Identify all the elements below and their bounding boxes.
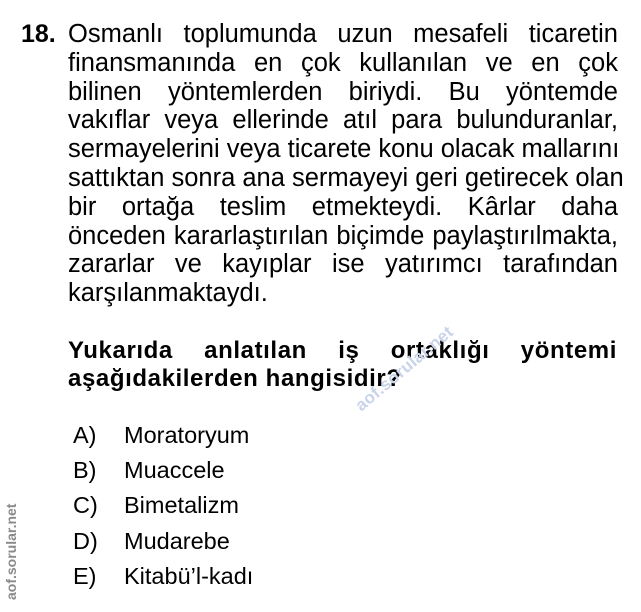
stem-line: bir ortağa teslim etmekteydi. Kârlar daha [68, 192, 618, 221]
option-text: Moratoryum [124, 422, 250, 448]
stem-line: karşılanmaktaydı. [68, 279, 268, 308]
option-text: Muaccele [124, 457, 225, 484]
prompt-line: aşağıdakilerden hangisidir? [68, 365, 402, 392]
question-stem [68, 20, 624, 308]
option-letter: B) [73, 457, 97, 484]
option-text: Mudarebe [124, 527, 230, 554]
stem-line: vakıflar veya ellerinde atıl para bulunduranlar, [68, 106, 618, 135]
stem-line: sermayelerini veya ticarete konu olacak mallarını [68, 135, 620, 164]
option-text: Kitabü’l-kadı [124, 562, 254, 589]
option-b[interactable] [73, 453, 253, 488]
question-prompt [68, 337, 617, 393]
stem-line: zararlar ve kayıplar ise yatırımcı tarafından [68, 250, 618, 279]
option-text: Bimetalizm [124, 492, 239, 519]
option-letter: A) [73, 422, 97, 448]
stem-line: önceden kararlaştırılan biçimde paylaştırılmakta, [68, 221, 618, 250]
option-d[interactable] [73, 524, 253, 559]
prompt-line: Yukarıda anlatılan iş ortaklığı yöntemi [68, 337, 617, 364]
option-letter: C) [73, 492, 98, 519]
option-letter: D) [73, 527, 98, 554]
stem-line: sattıktan sonra ana sermayeyi geri getirecek olan [68, 163, 624, 192]
stem-line: finansmanında en çok kullanılan ve en çok [68, 48, 618, 77]
stem-line: Osmanlı toplumunda uzun mesafeli ticaretin [68, 20, 618, 48]
option-c[interactable] [73, 488, 253, 523]
question-number: 18. [21, 20, 56, 48]
option-letter: E) [73, 562, 97, 589]
option-a[interactable] [73, 418, 253, 453]
watermark-diagonal: aof.sorular.net [351, 322, 457, 415]
option-e[interactable] [73, 559, 253, 594]
stem-line: bilinen yöntemlerden biriydi. Bu yöntemde [68, 77, 618, 106]
answer-options [73, 418, 253, 594]
watermark-side: aof.sorular.net [3, 503, 19, 600]
